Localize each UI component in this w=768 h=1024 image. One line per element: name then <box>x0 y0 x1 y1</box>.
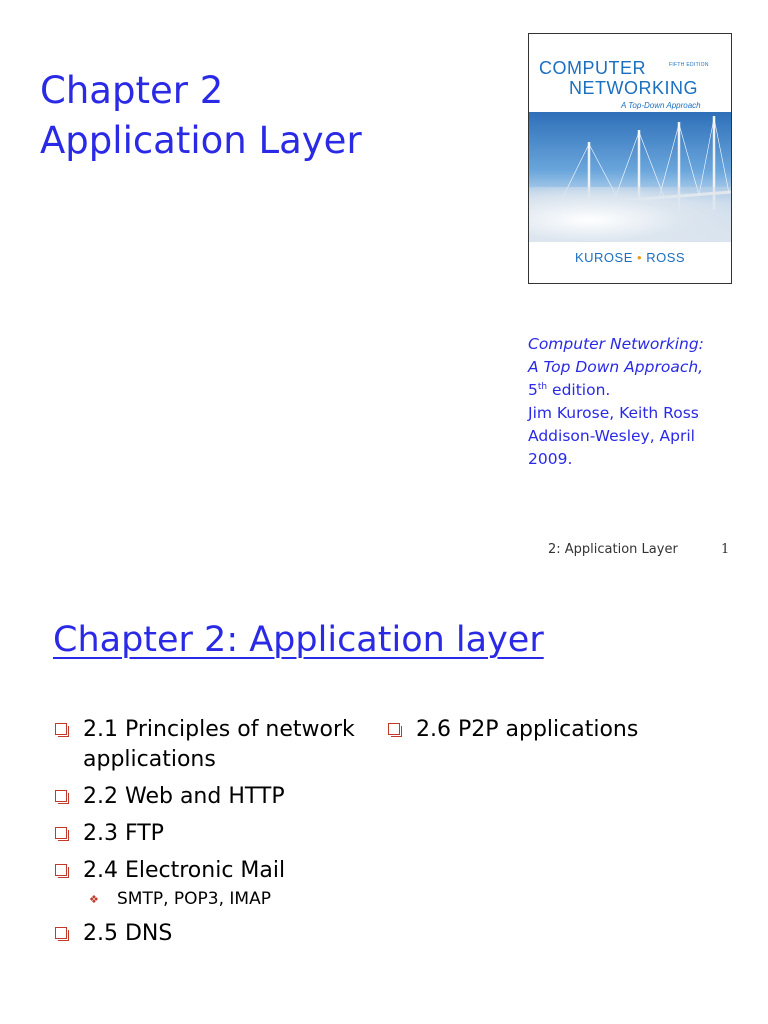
square-bullet-icon <box>55 790 67 802</box>
topic-list-right <box>388 715 718 745</box>
slide-footer: 2: Application Layer <box>548 542 678 557</box>
citation-edition <box>528 379 758 402</box>
bridge-photo <box>529 112 731 242</box>
list-item: 2.1 Principles of network applications <box>55 715 355 775</box>
sub-list-item: ❖ SMTP, POP3, IMAP <box>89 889 271 909</box>
list-item: 2.2 Web and HTTP <box>55 782 355 812</box>
square-bullet-icon <box>55 723 67 735</box>
list-item: 2.6 P2P applications <box>388 715 718 745</box>
fog <box>529 187 731 242</box>
square-bullet-icon <box>55 827 67 839</box>
edition-text: edition. <box>547 381 611 399</box>
slide-title: Chapter 2: Application layer <box>53 620 544 660</box>
author-1: KUROSE <box>574 250 633 265</box>
author-2: ROSS <box>646 250 686 265</box>
edition-superscript: th <box>537 381 548 392</box>
diamond-bullet-icon: ❖ <box>89 893 99 906</box>
book-authors <box>529 250 731 265</box>
slide-title <box>40 66 362 166</box>
page-number: 1 <box>721 542 730 557</box>
citation-line-1: Computer Networking: <box>528 335 704 353</box>
book-edition: FIFTH EDITION <box>669 62 709 68</box>
list-item: 2.3 FTP <box>55 819 355 849</box>
title-line-2: Application Layer <box>40 119 362 162</box>
book-cover-image <box>528 33 732 284</box>
list-item: 2.4 Electronic Mail <box>55 856 355 886</box>
citation-publisher: Addison-Wesley, April <box>528 427 695 445</box>
topic-list-left <box>55 715 355 949</box>
citation-authors: Jim Kurose, Keith Ross <box>528 404 699 422</box>
edition-number: 5 <box>528 381 538 399</box>
citation-year: 2009. <box>528 450 573 468</box>
title-line-1: Chapter 2 <box>40 69 224 112</box>
book-citation <box>528 333 758 471</box>
square-bullet-icon <box>388 723 400 735</box>
book-subtitle: A Top-Down Approach <box>621 101 701 110</box>
book-title-line-1: COMPUTER <box>539 58 646 78</box>
citation-line-2: A Top Down Approach, <box>528 358 704 376</box>
slide-2 <box>0 590 768 1024</box>
book-title-line-2: NETWORKING <box>569 78 698 98</box>
square-bullet-icon <box>55 864 67 876</box>
square-bullet-icon <box>55 927 67 939</box>
author-separator: • <box>637 250 643 265</box>
list-item: 2.5 DNS <box>55 919 355 949</box>
